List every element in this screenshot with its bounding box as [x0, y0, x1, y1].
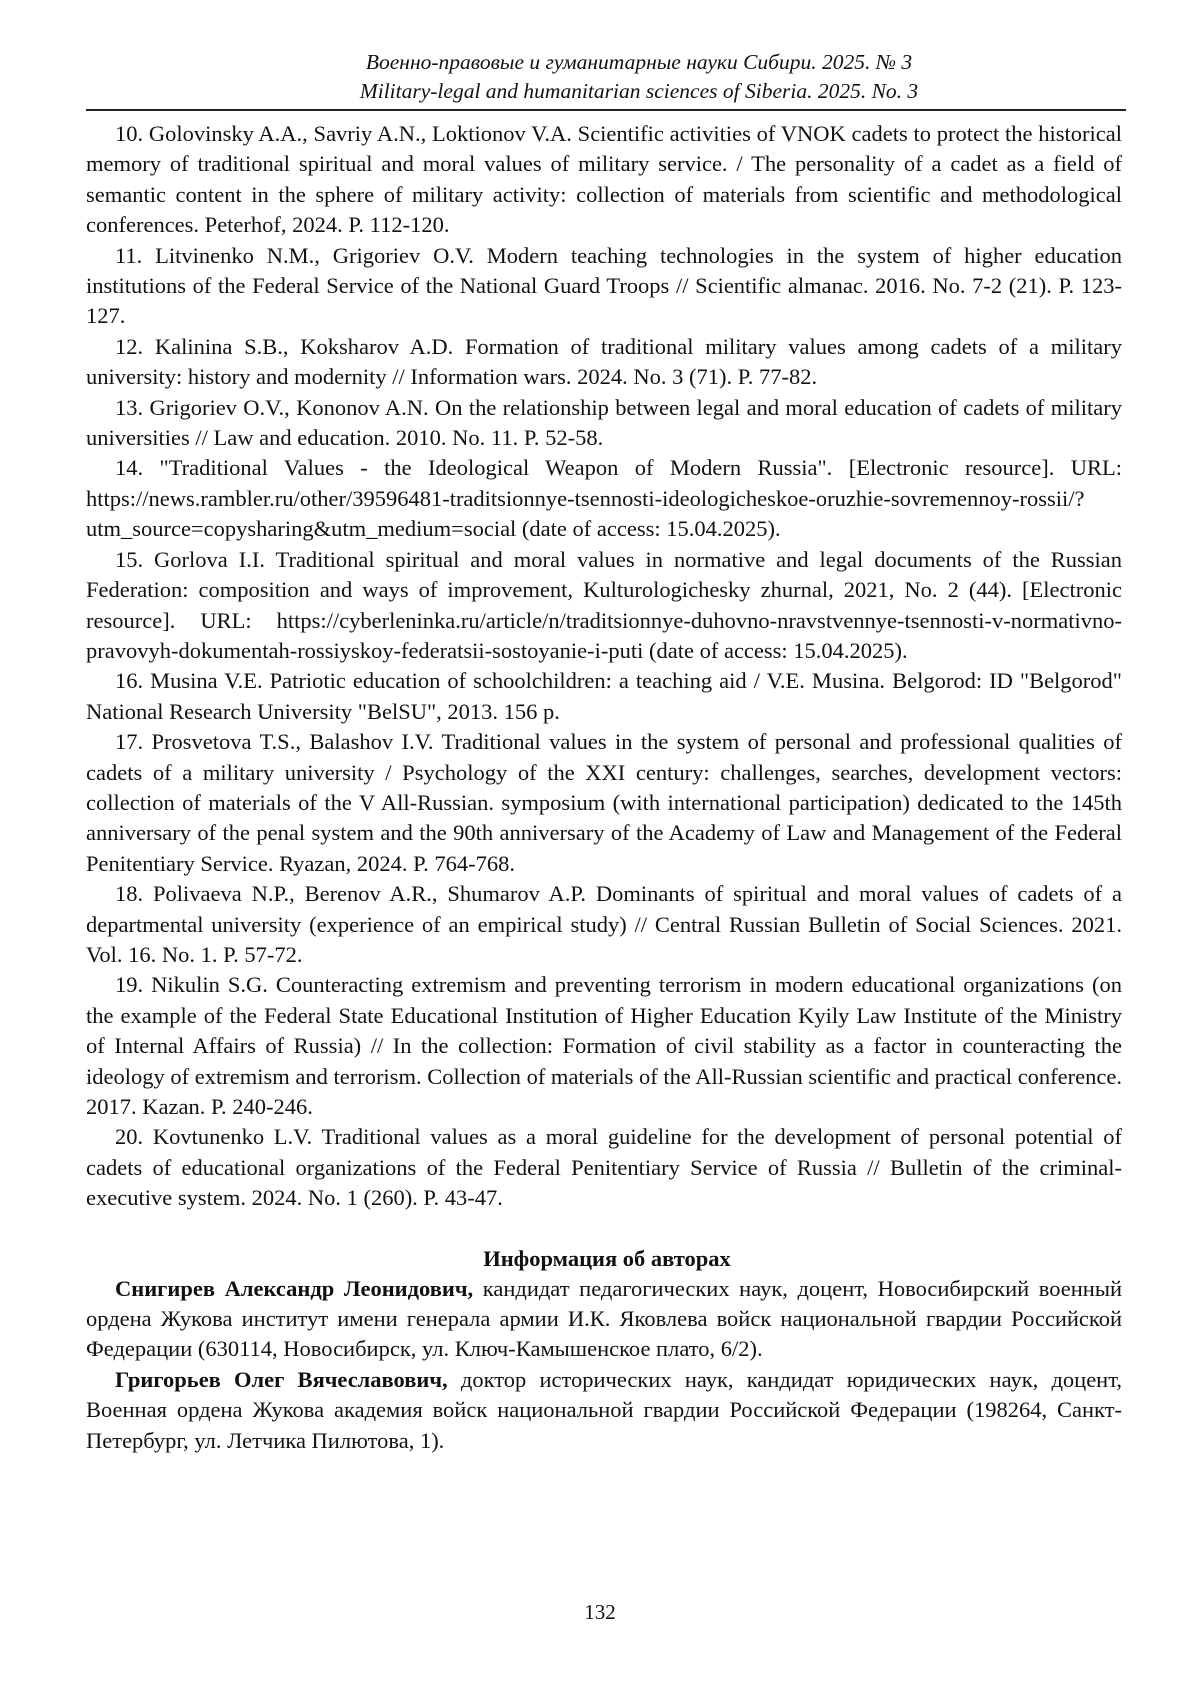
header-divider: [86, 109, 1126, 111]
author-info: [86, 1274, 1122, 1365]
author-details: кандидат педагогических наук, доцент, Новосибирский военный ордена Жукова институт имени генерала армии И.К. Яковлева войск национальной гвардии Российской Федерации (630114, Новосибирск, ул. Ключ-Камышенское плато, 6/2).: [86, 1275, 1122, 1362]
page: [86, 48, 1122, 1456]
page-number: 132: [584, 1600, 616, 1624]
reference-item: 19. Nikulin S.G. Counteracting extremism and preventing terrorism in modern educational organizations (on the example of the Federal State Educational Institution of Higher Education Kyily Law Institute of the Ministry of Internal Affairs of Russia) // In the collection: Formation of civil stability as a factor in counteracting the ideology of extremism and terrorism. Collection of materials of the All-Russian scientific and practical conference. 2017. Kazan. P. 240-246.: [86, 972, 1122, 1119]
reference-item: 10. Golovinsky A.A., Savriy A.N., Loktionov V.A. Scientific activities of VNOK cadets to protect the historical memory of traditional spiritual and moral values of military service. / The personality of a cadet as a field of semantic content in the sphere of military activity: collection of materials from scientific and methodological conferences. Peterhof, 2024. P. 112-120.: [86, 121, 1122, 238]
reference-item: 16. Musina V.E. Patriotic education of schoolchildren: a teaching aid / V.E. Musina. Belgorod: ID "Belgorod" National Research University "BelSU", 2013. 156 p.: [86, 668, 1122, 724]
reference-item: 15. Gorlova I.I. Traditional spiritual and moral values in normative and legal documents of the Russian Federation: composition and ways of improvement, Kulturologichesky zhurnal, 2021, No. 2 (44). [Electronic resource]. URL: https://cyberleninka.ru/article/n/traditsionnye-duhovno-nravstvennye-tsennosti-v-normativno-pravovyh-dokumentah-rossiyskoy-federatsii-sostoyanie-i-puti (date of access: 15.04.2025).: [86, 546, 1122, 663]
reference-item: 14. "Traditional Values - the Ideological Weapon of Modern Russia". [Electronic resource]. URL: https://news.rambler.ru/other/39596481-traditsionnye-tsennosti-ideologicheskoe-oruzhie-sovremennoy-rossii/?utm_source=copysharing&utm_medium=social (date of access: 15.04.2025).: [86, 455, 1122, 542]
reference-item: 12. Kalinina S.B., Koksharov A.D. Formation of traditional military values among cadets of a military university: history and modernity // Information wars. 2024. No. 3 (71). P. 77-82.: [86, 333, 1122, 390]
journal-title-ru: Военно-правовые и гуманитарные науки Сибири. 2025. № 3: [365, 50, 913, 74]
reference-item: 20. Kovtunenko L.V. Traditional values as a moral guideline for the development of personal potential of cadets of educational organizations of the Federal Penitentiary Service of Russia // Bulletin of the criminal-executive system. 2024. No. 1 (260). P. 43-47.: [86, 1124, 1122, 1211]
reference-item: 18. Polivaeva N.P., Berenov A.R., Shumarov A.P. Dominants of spiritual and moral values of cadets of a departmental university (experience of an empirical study) // Central Russian Bulletin of Social Sciences. 2021. Vol. 16. No. 1. P. 57-72.: [86, 881, 1122, 967]
author-details: доктор исторических наук, кандидат юридических наук, доцент, Военная ордена Жукова академия войск национальной гвардии Российской Федерации (198264, Санкт-Петербург, ул. Летчика Пилютова, 1).: [86, 1366, 1122, 1453]
reference-item: 17. Prosvetova T.S., Balashov I.V. Traditional values in the system of personal and professional qualities of cadets of a military university / Psychology of the XXI century: challenges, searches, development vectors: collection of materials of the V All-Russian. symposium (with international participation) dedicated to the 145th anniversary of the penal system and the 90th anniversary of the Academy of Law and Management of the Federal Penitentiary Service. Ryazan, 2024. P. 764-768.: [86, 729, 1122, 876]
author-name: Григорьев Олег Вячеславович,: [115, 1366, 448, 1392]
authors-section-title: Информация об авторах: [483, 1245, 731, 1271]
reference-list: [86, 119, 1122, 1214]
author-name: Снигирев Александр Леонидович,: [115, 1275, 474, 1301]
reference-item: 11. Litvinenko N.M., Grigoriev O.V. Modern teaching technologies in the system of higher education institutions of the Federal Service of the National Guard Troops // Scientific almanac. 2016. No. 7-2 (21). P. 123-127.: [86, 242, 1122, 329]
journal-title-en: Military-legal and humanitarian sciences of Siberia. 2025. No. 3: [359, 79, 919, 103]
reference-item: 13. Grigoriev O.V., Kononov A.N. On the relationship between legal and moral education of cadets of military universities // Law and education. 2010. No. 11. P. 52-58.: [86, 394, 1122, 451]
running-header: [86, 48, 1122, 106]
author-info: [86, 1365, 1122, 1456]
